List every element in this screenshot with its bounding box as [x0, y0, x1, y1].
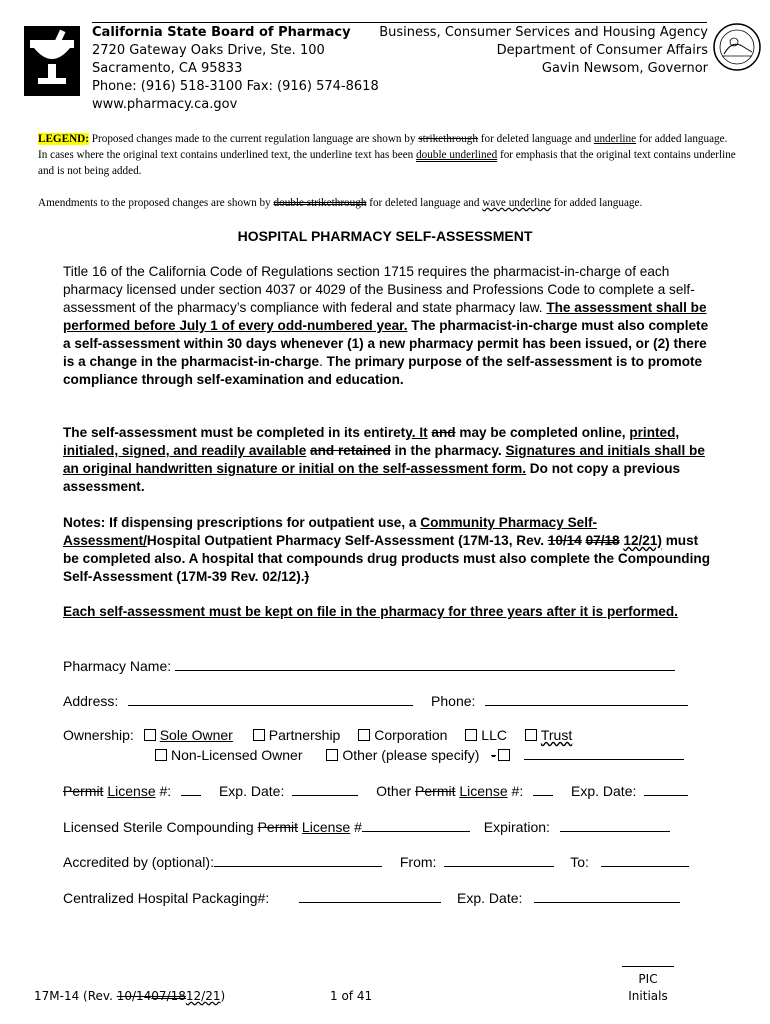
pharmacy-name-field[interactable] — [175, 656, 675, 671]
p2-text: in the pharmacy. — [390, 443, 506, 458]
page-title: HOSPITAL PHARMACY SELF-ASSESSMENT — [237, 228, 533, 244]
centralized-exp-label: Exp. Date: — [457, 890, 523, 906]
p3-deleted: ) — [304, 569, 310, 584]
legend-text: for deleted language and — [477, 133, 594, 145]
page-number: 1 of 41 — [330, 989, 373, 1003]
org-name: California State Board of Pharmacy — [92, 25, 351, 40]
centralized-packaging-row — [63, 888, 680, 906]
ownership-label: Ownership: — [63, 727, 134, 743]
lsc-label: Licensed Sterile Compounding — [63, 819, 258, 835]
p2-text: Do not copy a previous assessment. — [63, 461, 681, 494]
checkbox[interactable] — [525, 729, 537, 741]
accredited-field[interactable] — [214, 852, 382, 867]
agency-block — [379, 24, 708, 78]
phone-fax: Phone: (916) 518-3100 Fax: (916) 574-8618 — [92, 79, 379, 94]
other-license-label: Other — [376, 783, 416, 799]
corporation-label: Corporation — [374, 727, 448, 743]
p3-amend-added: 12/21) — [623, 533, 662, 548]
centralized-field[interactable] — [299, 888, 441, 903]
agency-name: Business, Consumer Services and Housing Agency — [379, 25, 708, 40]
form-revision — [34, 989, 225, 1003]
header-rule — [92, 22, 707, 23]
legend-underline-sample: underline — [593, 133, 637, 145]
license-row — [63, 781, 688, 799]
intro-paragraph — [63, 263, 713, 389]
rev-deleted: 10/14 — [116, 989, 152, 1003]
centralized-exp-field[interactable] — [534, 888, 680, 903]
lsc-number-field[interactable] — [362, 817, 470, 832]
sterile-compounding-row — [63, 817, 670, 835]
amend-text: for added language. — [550, 197, 643, 209]
address-label: Address: — [63, 693, 119, 709]
permit-deleted: Permit — [63, 783, 104, 799]
other-specify-field[interactable] — [524, 745, 684, 760]
sole-owner-option[interactable] — [144, 727, 233, 743]
mortar-pestle-logo — [24, 26, 80, 96]
phone-field[interactable] — [485, 691, 688, 706]
to-field[interactable] — [601, 852, 689, 867]
from-label: From: — [399, 854, 437, 870]
amend-double-strike-sample: double strikethrough — [273, 197, 367, 209]
other-exp-field[interactable] — [644, 781, 688, 796]
permit-deleted: Permit — [257, 819, 299, 835]
form-id: 17M-14 (Rev. — [34, 989, 117, 1003]
legend-text: for added language. In cases where the original text contains underlined text, the underline text has been — [38, 133, 728, 161]
non-licensed-label: Non-Licensed Owner — [171, 747, 303, 763]
license-num-label: #: — [155, 783, 172, 799]
sole-owner-label: Sole Owner — [159, 727, 233, 743]
to-label: To: — [570, 854, 589, 870]
checkbox[interactable] — [465, 729, 477, 741]
phone-label: Phone: — [431, 693, 476, 709]
legend-paragraph — [38, 131, 738, 179]
pic-label: PIC — [638, 972, 658, 986]
intro-deadline: The assessment shall be performed before July 1 of every odd-numbered year. — [63, 300, 707, 333]
address-field[interactable] — [128, 691, 413, 706]
other-option[interactable] — [326, 747, 479, 763]
rev-amend-deleted: 07/18 — [151, 989, 186, 1003]
legend-text: for emphasis that the original text contains underline and is not being added. — [38, 149, 736, 177]
initials-label: Initials — [628, 989, 668, 1003]
p2-added: Signatures and initials shall be an original handwritten signature or initial on the self-assessment form. — [63, 443, 705, 476]
license-added: License — [459, 783, 508, 799]
from-field[interactable] — [444, 852, 554, 867]
checkbox[interactable] — [326, 749, 338, 761]
other-deleted-mark: - — [491, 747, 496, 763]
legend-label: LEGEND: — [38, 133, 89, 145]
p3-text: Notes: If dispensing prescriptions for outpatient use, a — [63, 515, 421, 530]
license-added: License — [107, 783, 156, 799]
license-exp-field[interactable] — [292, 781, 358, 796]
other-license-num-label: #: — [507, 783, 524, 799]
partnership-option[interactable] — [253, 727, 341, 743]
amend-text: for deleted language and — [366, 197, 483, 209]
partnership-label: Partnership — [268, 727, 341, 743]
pharmacy-name-label: Pharmacy Name: — [63, 658, 172, 674]
legend-strike-sample: strikethrough — [418, 133, 478, 145]
governor-name: Gavin Newsom, Governor — [541, 61, 708, 76]
lsc-exp-label: Expiration: — [483, 819, 550, 835]
initials-line[interactable] — [622, 966, 674, 967]
other-label: Other (please specify) — [342, 747, 480, 763]
p2-added: . It — [411, 425, 428, 440]
checkbox[interactable] — [144, 729, 156, 741]
rev-added: 12/21 — [185, 989, 221, 1003]
p3-deleted: 10/14 — [547, 533, 582, 548]
p3-amend-deleted: 07/18 — [585, 533, 620, 548]
intro-bold: The pharmacist-in-charge must also complete a self-assessment within 30 days whenever (1) a new pharmacy permit has been issued, or (2) there is a change in the pharmacist-in-charge — [63, 318, 709, 369]
state-seal-icon — [712, 22, 762, 72]
completion-paragraph — [63, 424, 713, 496]
other-exp-label: Exp. Date: — [571, 783, 637, 799]
legend-double-underline-sample: double underlined — [416, 149, 498, 161]
retention-paragraph: Each self-assessment must be kept on file in the pharmacy for three years after it is performed. — [63, 604, 678, 619]
p2-deleted: and — [431, 425, 456, 440]
llc-label: LLC — [481, 727, 507, 743]
checkbox[interactable] — [498, 749, 510, 761]
p2-text: may be completed online, — [455, 425, 630, 440]
checkbox[interactable] — [155, 749, 167, 761]
intro-purpose: The primary purpose of the self-assessment is to promote compliance through self-examination and education. — [63, 354, 703, 387]
accredited-label: Accredited by (optional): — [63, 854, 214, 870]
amend-text: Amendments to the proposed changes are shown by — [38, 197, 274, 209]
accredited-row — [63, 852, 689, 870]
ownership-row — [63, 727, 572, 743]
lsc-exp-field[interactable] — [560, 817, 670, 832]
address-line-2: Sacramento, CA 95833 — [92, 61, 243, 76]
pharmacy-name-row — [63, 656, 675, 674]
address-line-1: 2720 Gateway Oaks Drive, Ste. 100 — [92, 43, 325, 58]
trust-label: Trust — [540, 727, 573, 743]
intro-dot: . — [319, 354, 327, 369]
checkbox[interactable] — [358, 729, 370, 741]
checkbox[interactable] — [253, 729, 265, 741]
notes-paragraph — [63, 514, 713, 586]
address-row — [63, 691, 688, 709]
p3-added: Community Pharmacy Self-Assessment/ — [63, 515, 598, 548]
rev-close: ) — [220, 989, 226, 1003]
corporation-option[interactable] — [358, 727, 447, 743]
amend-wave-sample: wave underline — [482, 197, 551, 209]
intro-text: Title 16 of the California Code of Regulations section 1715 requires the pharmacist-in-charge of each pharmacy licensed under section 4037 or 4029 of the Business and Professions Code to complete a self-assessment of the pharmacy’s compliance with federal and state pharmacy law. — [63, 264, 695, 315]
lsc-num-label: # — [350, 819, 362, 835]
p3-text: must be completed also. A hospital that compounds drug products must also complete the Compounding Self-Assessment (17M-39 Rev. 02/12). — [63, 533, 710, 584]
p3-text: Hospital Outpatient Pharmacy Self-Assessment (17M-13, Rev. — [146, 533, 548, 548]
board-contact-block — [92, 24, 379, 114]
license-exp-label: Exp. Date: — [218, 783, 285, 799]
p2-added: printed, initialed, signed, and readily available — [63, 425, 680, 458]
license-added: License — [301, 819, 351, 835]
department-name: Department of Consumer Affairs — [496, 43, 708, 58]
ownership-row-2 — [155, 745, 684, 763]
p2-text: The self-assessment must be completed in its entirety — [63, 425, 412, 440]
permit-deleted: Permit — [415, 783, 456, 799]
p2-deleted: and retained — [310, 443, 391, 458]
centralized-label: Centralized Hospital Packaging#: — [63, 890, 270, 906]
llc-option[interactable] — [465, 727, 507, 743]
trust-option[interactable] — [525, 727, 572, 743]
website: www.pharmacy.ca.gov — [92, 97, 238, 112]
other-license-field[interactable] — [533, 781, 553, 796]
amendments-paragraph — [38, 197, 738, 209]
license-number-field[interactable] — [181, 781, 201, 796]
non-licensed-option[interactable] — [155, 747, 303, 763]
legend-text: Proposed changes made to the current regulation language are shown by — [88, 133, 419, 145]
